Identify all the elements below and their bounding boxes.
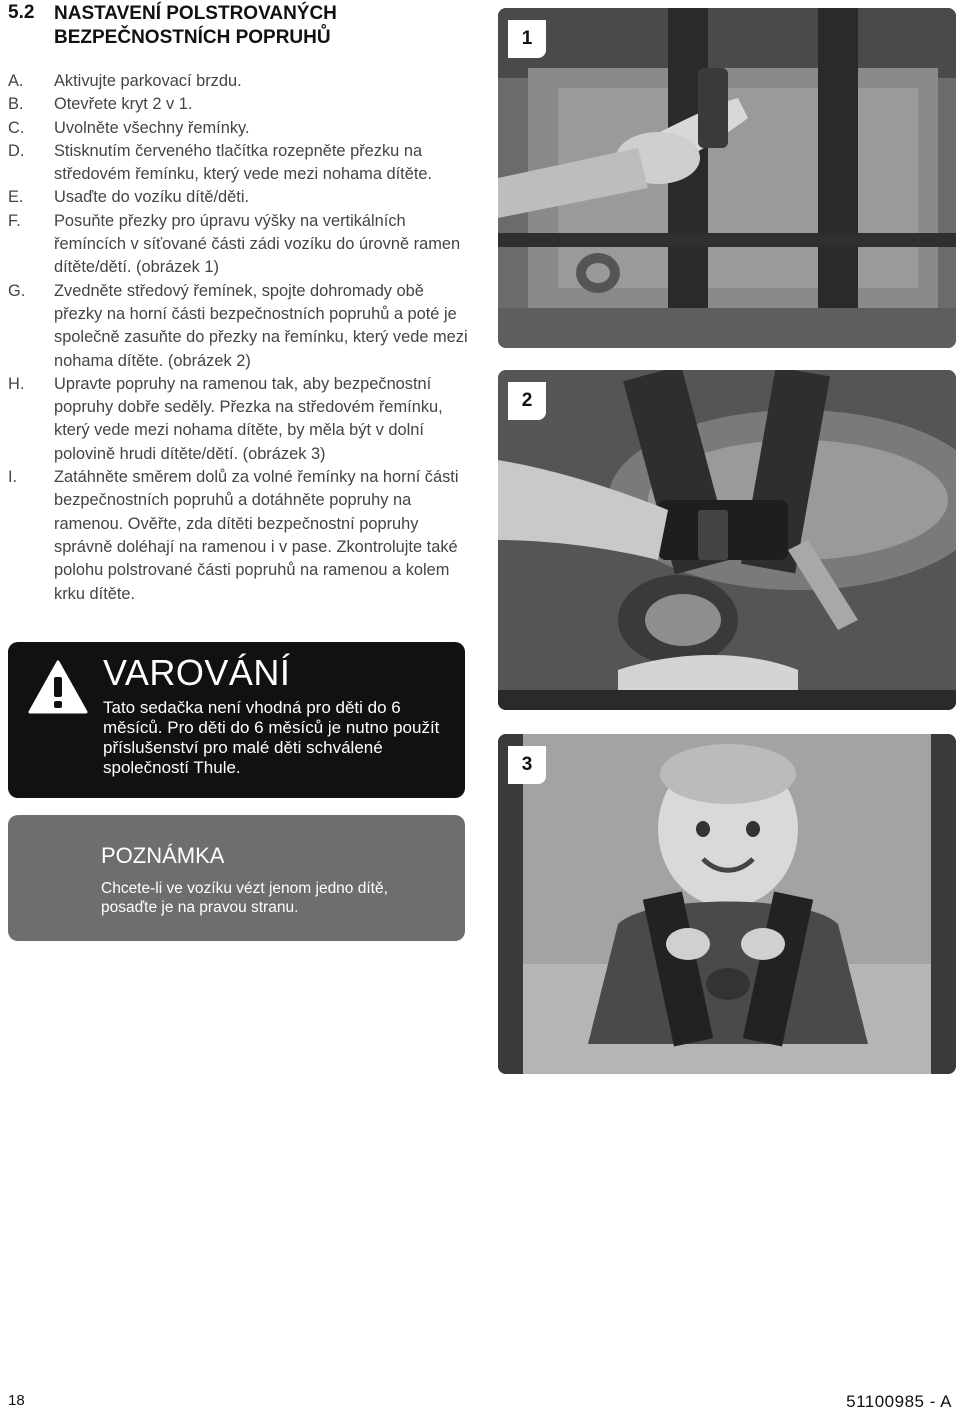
step-letter: B. bbox=[8, 95, 24, 114]
figure-1-label: 1 bbox=[508, 20, 546, 58]
step-letter: C. bbox=[8, 118, 25, 137]
instruction-step bbox=[8, 117, 468, 140]
instruction-list bbox=[8, 70, 468, 606]
step-text: Zatáhněte směrem dolů za volné řemínky na horní části bezpečnostních popruhů a dotáhněte popruhy na ramenou. Ověřte, zda dítěti bezpečnostní popruhy správně doléhají na ramenou i v pase. Zkontrolujte také polohu polstrované části popruhů na ramenou a kolem krku dítěte. bbox=[54, 468, 459, 603]
step-text: Aktivujte parkovací brzdu. bbox=[54, 72, 242, 90]
step-text: Stisknutím červeného tlačítka rozepněte přezku na středovém řemínku, který vede mezi nohama dítěte. bbox=[54, 141, 433, 184]
figure-1-photo bbox=[498, 8, 956, 348]
document-code: 51100985 - A bbox=[846, 1392, 952, 1411]
step-letter: G. bbox=[8, 281, 26, 300]
figure-2-photo bbox=[498, 370, 956, 710]
figure-2-label: 2 bbox=[508, 382, 546, 420]
step-letter: H. bbox=[8, 374, 25, 393]
figure-1-illustration bbox=[498, 8, 956, 348]
instruction-step bbox=[8, 186, 468, 209]
step-text: Usaďte do vozíku dítě/děti. bbox=[54, 188, 250, 207]
section-number: 5.2 bbox=[8, 2, 35, 23]
step-letter: A. bbox=[8, 72, 24, 90]
step-text: Uvolněte všechny řemínky. bbox=[54, 118, 250, 137]
instruction-step bbox=[8, 93, 468, 116]
note-box bbox=[8, 815, 465, 941]
figure-3-label: 3 bbox=[508, 746, 546, 784]
step-letter: D. bbox=[8, 141, 25, 160]
step-letter: E. bbox=[8, 188, 24, 207]
warning-triangle-icon bbox=[28, 660, 88, 714]
figure-2-illustration bbox=[498, 370, 956, 710]
step-letter: I. bbox=[8, 468, 18, 487]
section-title: NASTAVENÍ POLSTROVANÝCH BEZPEČNOSTNÍCH POPRUHŮ bbox=[54, 3, 337, 48]
figure-3-photo bbox=[498, 734, 956, 1074]
warning-title: VAROVÁNÍ bbox=[103, 652, 291, 693]
instruction-step bbox=[8, 373, 468, 466]
instruction-step bbox=[8, 140, 468, 187]
figure-3-illustration bbox=[498, 734, 956, 1074]
instruction-step bbox=[8, 466, 468, 606]
note-title: POZNÁMKA bbox=[101, 843, 225, 868]
step-letter: F. bbox=[8, 211, 21, 230]
instruction-step bbox=[8, 210, 468, 280]
step-text: Posuňte přezky pro úpravu výšky na vertikálních řemíncích v síťované části zádi vozíku do úrovně ramen dítěte/dětí. (obrázek 1) bbox=[54, 211, 461, 277]
step-text: Upravte popruhy na ramenou tak, aby bezpečnostní popruhy dobře seděly. Přezka na středovém řemínku, který vede mezi nohama dítěte, by měla být v dolní polovině hrudi dítěte/dětí. (obrázek 3) bbox=[54, 374, 443, 463]
step-text: Zvedněte středový řemínek, spojte dohromady obě přezky na horní části bezpečnostních popruhů a poté je společně zasuňte do přezky na řemínku, který vede mezi nohama dítěte. (obrázek 2) bbox=[54, 281, 468, 370]
instruction-step bbox=[8, 70, 468, 93]
page-number: 18 bbox=[8, 1392, 25, 1409]
note-text: Chcete-li ve vozíku vézt jenom jedno dítě, posaďte je na pravou stranu. bbox=[101, 880, 388, 916]
instruction-step bbox=[8, 280, 468, 373]
step-text: Otevřete kryt 2 v 1. bbox=[54, 95, 193, 114]
warning-text: Tato sedačka není vhodná pro děti do 6 měsíců. Pro děti do 6 měsíců je nutno použít příslušenství pro malé děti schválené společností Thule. bbox=[103, 698, 440, 777]
